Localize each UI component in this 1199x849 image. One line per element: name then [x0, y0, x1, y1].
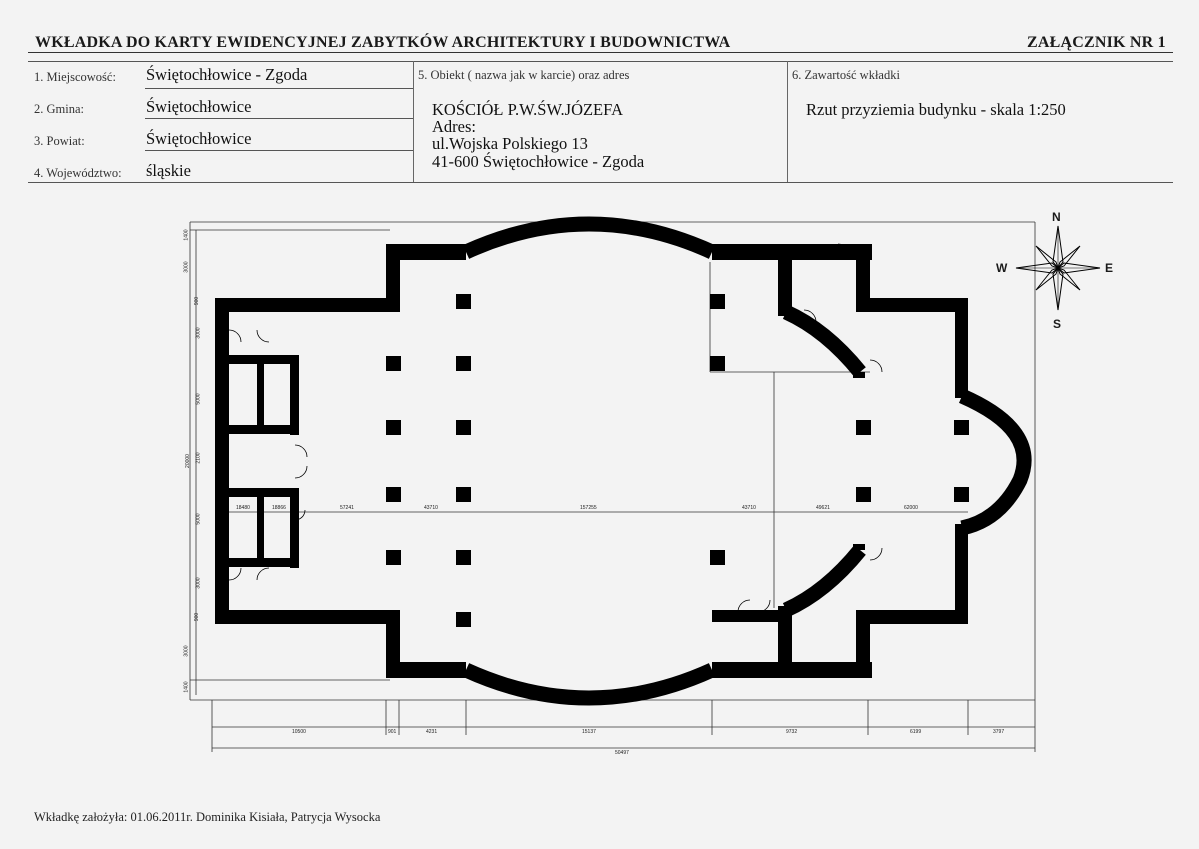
dimension-label: 49621 [816, 505, 830, 511]
address-city: 41-600 Świętochłowice - Zgoda [432, 152, 645, 171]
total-dimension-label: 50497 [615, 750, 629, 756]
document-title: WKŁADKA DO KARTY EWIDENCYJNEJ ZABYTKÓW ARCHITEKTURY I BUDOWNICTWA [35, 34, 731, 51]
table-bottom-rule [28, 182, 1173, 183]
locality-label: 1. Miejscowość: [34, 70, 116, 84]
dimension-label: 43710 [424, 505, 438, 511]
dimension-label: 18480 [236, 505, 250, 511]
contents-label: 6. Zawartość wkładki [792, 68, 900, 82]
compass-rose-icon [1016, 226, 1100, 310]
door-swings [229, 244, 967, 612]
dimension-label: 3000 [183, 645, 190, 657]
county-value: Świętochłowice [146, 129, 252, 148]
dimension-label: 157255 [580, 505, 597, 511]
dimension-label: 18866 [272, 505, 286, 511]
dimension-label: 3797 [993, 729, 1005, 735]
row-rule-3 [145, 150, 413, 151]
voivodeship-value: śląskie [146, 161, 191, 180]
curved-walls [466, 224, 1024, 698]
dimension-label: 1400 [183, 229, 190, 241]
dimension-label: 20000 [184, 454, 191, 468]
dimension-label: 9732 [786, 729, 798, 735]
county-label: 3. Powiat: [34, 134, 85, 148]
object-label: 5. Obiekt ( nazwa jak w karcie) oraz adres [418, 68, 630, 82]
row-rule-2 [145, 118, 413, 119]
pillars [386, 294, 969, 627]
dimension-label: 3000 [195, 327, 202, 339]
compass-north: N [1052, 210, 1061, 224]
column-divider-1 [413, 61, 414, 182]
voivodeship-label: 4. Województwo: [34, 166, 122, 180]
dimension-label: 43710 [742, 505, 756, 511]
locality-value: Świętochłowice - Zgoda [146, 65, 308, 84]
walls [215, 244, 968, 678]
object-name: KOŚCIÓŁ P.W.ŚW.JÓZEFA [432, 100, 624, 119]
dimension-label: 901 [388, 729, 397, 735]
dimension-label: 15137 [582, 729, 596, 735]
dimension-label: 3000 [195, 577, 202, 589]
dimension-lines [190, 222, 1035, 752]
compass-east: E [1105, 261, 1114, 275]
dimension-label: 900 [194, 612, 201, 622]
address-label: Adres: [432, 117, 476, 136]
annex-number: ZAŁĄCZNIK NR 1 [1027, 34, 1166, 51]
dimension-label: 5000 [195, 393, 202, 405]
dimension-label: 4231 [426, 729, 438, 735]
dimension-label: 6199 [910, 729, 922, 735]
commune-value: Świętochłowice [146, 97, 252, 116]
compass-south: S [1053, 317, 1062, 331]
address-street: ul.Wojska Polskiego 13 [432, 134, 588, 153]
commune-label: 2. Gmina: [34, 102, 84, 116]
dimension-label: 3000 [183, 261, 190, 273]
row-rule-1 [145, 88, 413, 89]
compass-west: W [996, 261, 1008, 275]
title-rule [28, 52, 1173, 53]
footer-author-note: Wkładkę założyła: 01.06.2011r. Dominika Kisiała, Patrycja Wysocka [34, 810, 381, 824]
contents-value: Rzut przyziemia budynku - skala 1:250 [806, 100, 1066, 119]
dimension-label: 5000 [195, 513, 202, 525]
table-top-rule [28, 61, 1173, 62]
dimension-label: 1400 [183, 681, 190, 693]
dimension-label: 900 [194, 296, 201, 306]
dimension-label: 10500 [292, 729, 306, 735]
dimension-label: 57241 [340, 505, 354, 511]
column-divider-2 [787, 61, 788, 182]
dimension-label: 2100 [195, 452, 202, 464]
dimension-label: 62000 [904, 505, 918, 511]
